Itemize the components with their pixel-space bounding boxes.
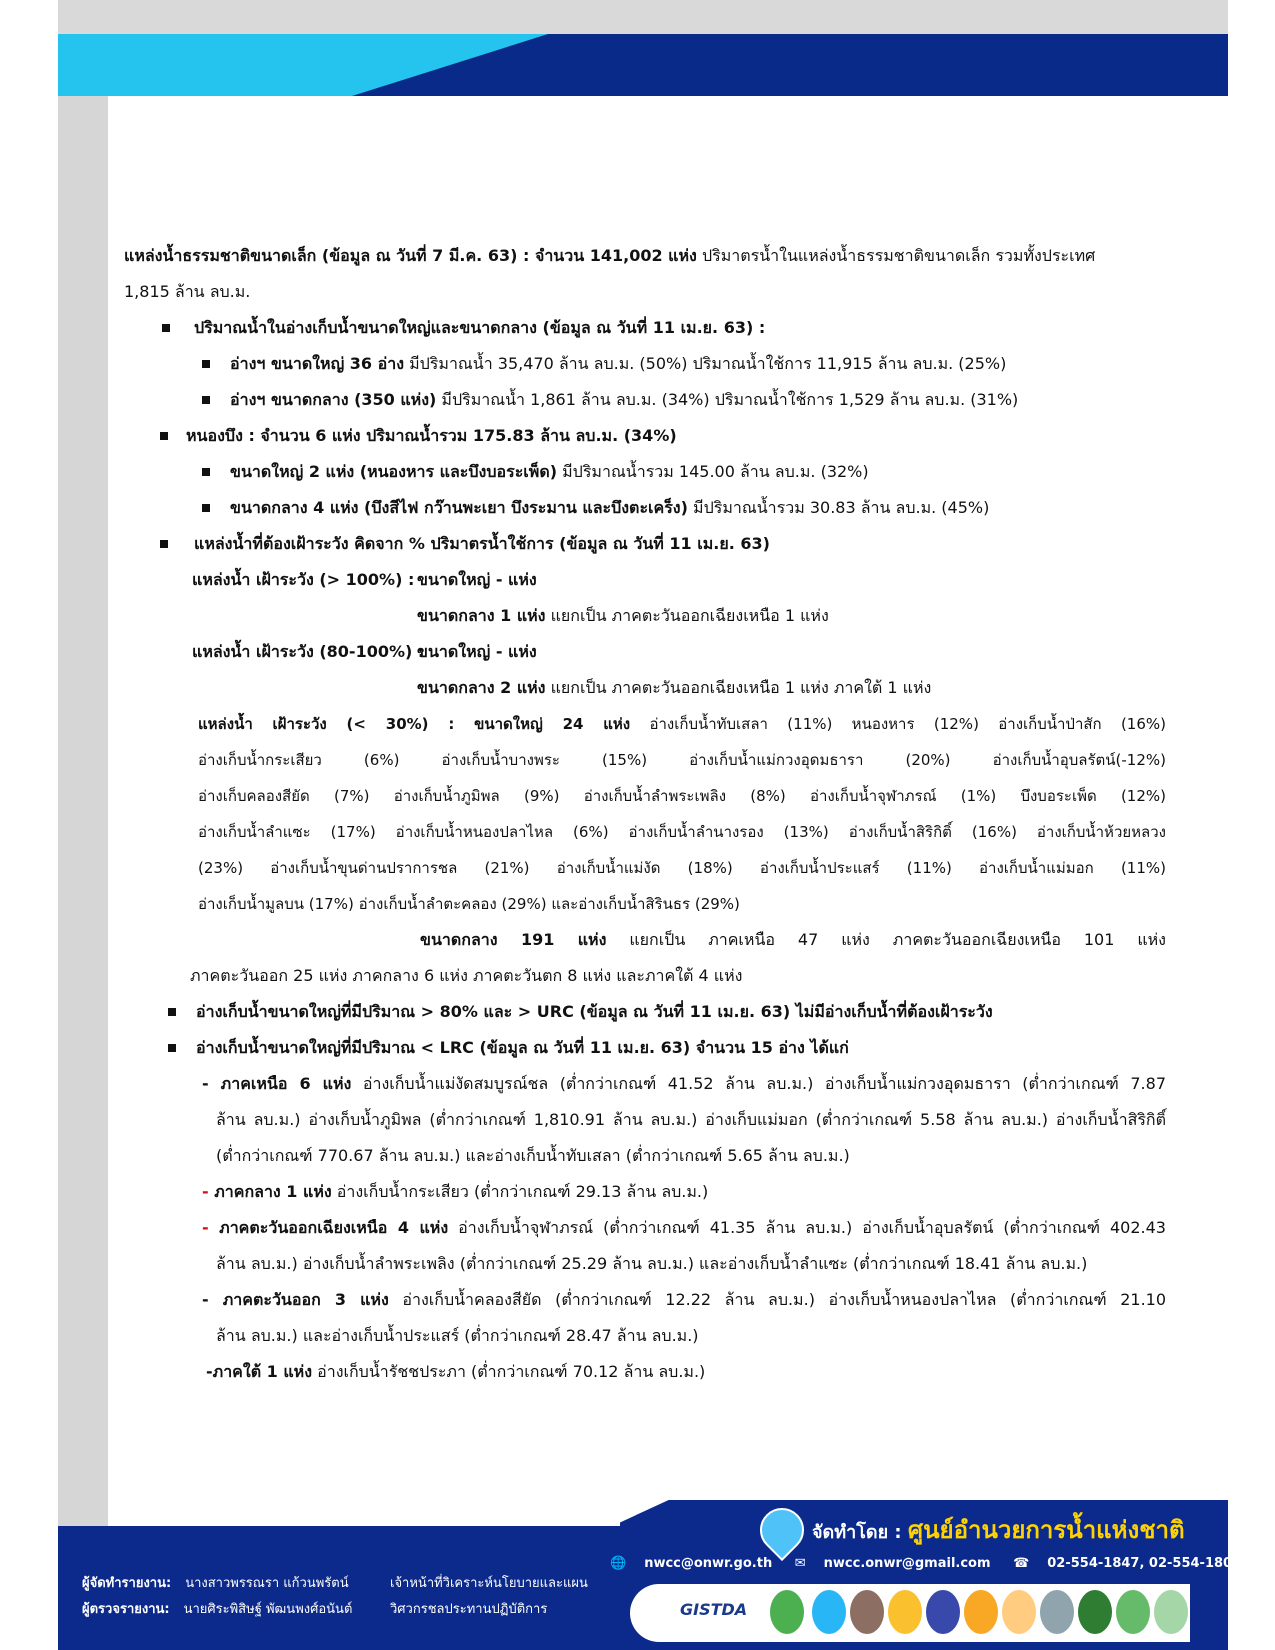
lrc-north-line-3: (ต่ำกว่าเกณฑ์ 770.67 ล้าน ลบ.ม.) และอ่างเก็บน้ำทับเสลา (ต่ำกว่าเกณฑ์ 5.65 ล้าน ลบ.ม.) [216, 1146, 850, 1165]
watch-under30-line-1 [198, 706, 1166, 742]
reporter-line [82, 1572, 349, 1593]
lrc-north-line-1 [202, 1066, 1166, 1102]
reporter-label: ผู้จัดทำรายงาน: [82, 1576, 172, 1591]
reporter-role: เจ้าหน้าที่วิเคราะห์นโยบายและแผน [390, 1576, 588, 1591]
leaf-logo-icon [770, 1590, 804, 1634]
lrc-east-label: - ภาคตะวันออก 3 แห่ง [202, 1290, 389, 1309]
checker-role: วิศวกรชลประทานปฏิบัติการ [390, 1602, 548, 1617]
watch-heading: แหล่งน้ำที่ต้องเฝ้าระวัง คิดจาก % ปริมาตรน้ำใช้การ (ข้อมูล ณ วันที่ 11 เม.ย. 63) [194, 534, 770, 553]
round-logo-icon [1154, 1590, 1188, 1634]
left-margin-bar [58, 96, 108, 1526]
phone-number: 02-554-1847, 02-554-1800 [1047, 1556, 1242, 1571]
lrc-east-line-2: ล้าน ลบ.ม.) และอ่างเก็บน้ำประแสร์ (ต่ำกว่าเกณฑ์ 28.47 ล้าน ลบ.ม.) [216, 1326, 699, 1345]
watch-under30-medium-label: ขนาดกลาง 191 แห่ง [420, 930, 607, 949]
bullet-icon [202, 396, 210, 404]
lrc-northeast-text: อ่างเก็บน้ำจุฬาภรณ์ (ต่ำกว่าเกณฑ์ 41.35 ล้าน ลบ.ม.) อ่างเก็บน้ำอุบลรัตน์ (ต่ำกว่าเกณฑ์ 402.43 [448, 1218, 1166, 1237]
lrc-north-line-2: ล้าน ลบ.ม.) อ่างเก็บน้ำภูมิพล (ต่ำกว่าเกณฑ์ 1,810.91 ล้าน ลบ.ม.) อ่างเก็บแม่มอก (ต่ำกว่าเกณฑ์ 5.58 ล้าน ลบ.ม.) อ่างเก็บน้ำสิริกิติ์ [216, 1110, 1166, 1129]
bullet-icon [202, 468, 210, 476]
seal-logo-icon [926, 1590, 960, 1634]
watch-under30-medium-text: แยกเป็น ภาคเหนือ 47 แห่ง ภาคตะวันออกเฉียงเหนือ 101 แห่ง [606, 930, 1166, 949]
globe-icon: 🌐 [610, 1556, 627, 1571]
reservoir-medium-label: อ่างฯ ขนาดกลาง (350 แห่ง) [230, 390, 437, 409]
bullet-icon [202, 360, 210, 368]
watch-80-100-medium-text: แยกเป็น ภาคตะวันออกเฉียงเหนือ 1 แห่ง ภาคใต้ 1 แห่ง [545, 678, 932, 697]
reservoir-section [124, 310, 1166, 346]
lrc-east-text: อ่างเก็บน้ำคลองสียัด (ต่ำกว่าเกณฑ์ 12.22 ล้าน ลบ.ม.) อ่างเก็บน้ำหนองปลาไหล (ต่ำกว่าเกณฑ์ 21.10 [388, 1290, 1167, 1309]
bullet-icon [160, 540, 168, 548]
nongbueng-large [124, 454, 1166, 490]
watch-under30-line-2: อ่างเก็บน้ำกระเสียว (6%) อ่างเก็บน้ำบางพระ (15%) อ่างเก็บน้ำแม่กวงอุดมธารา (20%) อ่างเก็บน้ำอุบลรัตน์(-12%) [198, 751, 1166, 769]
natural-sources-line-2 [124, 274, 1166, 310]
watch-over100-label: แหล่งน้ำ เฝ้าระวัง (> 100%) : [192, 570, 415, 589]
lrc-heading: อ่างเก็บน้ำขนาดใหญ่ที่มีปริมาณ < LRC (ข้อมูล ณ วันที่ 11 เม.ย. 63) จำนวน 15 อ่าง ได้แก่ [196, 1038, 849, 1057]
reporter-name: นางสาวพรรณรา แก้วนพรัตน์ [185, 1576, 349, 1591]
lrc-north-label: - ภาคเหนือ 6 แห่ง [202, 1074, 352, 1093]
watch-under30-line-3: อ่างเก็บคลองสียัด (7%) อ่างเก็บน้ำภูมิพล (9%) อ่างเก็บน้ำลำพระเพลิง (8%) อ่างเก็บน้ำจุฬาภรณ์ (1%) บึงบอระเพ็ด (12%) [198, 787, 1166, 805]
natural-sources-heading: แหล่งน้ำธรรมชาติขนาดเล็ก (ข้อมูล ณ วันที่ 7 มี.ค. 63) : จำนวน 141,002 แห่ง [124, 246, 697, 265]
org-name: ศูนย์อำนวยการน้ำแห่งชาติ [907, 1516, 1185, 1544]
watch-over100-medium-label: ขนาดกลาง 1 แห่ง [417, 606, 546, 625]
gmail-link[interactable]: nwcc.onwr@gmail.com [823, 1556, 991, 1571]
reservoir-large-label: อ่างฯ ขนาดใหญ่ 36 อ่าง [230, 354, 405, 373]
lrc-central [124, 1174, 1166, 1210]
watch-under30-line-4: อ่างเก็บน้ำลำแซะ (17%) อ่างเก็บน้ำหนองปลาไหล (6%) อ่างเก็บน้ำลำนางรอง (13%) อ่างเก็บน้ำสิริกิติ์ (16%) อ่างเก็บน้ำห้วยหลวง [198, 823, 1166, 841]
watch-80-100-medium [124, 670, 1166, 706]
lrc-northeast-line-2: ล้าน ลบ.ม.) อ่างเก็บน้ำลำพระเพลิง (ต่ำกว่าเกณฑ์ 25.29 ล้าน ลบ.ม.) และอ่างเก็บน้ำลำแซะ (ต่ำกว่าเกณฑ์ 18.41 ล้าน ลบ.ม.) [216, 1254, 1088, 1273]
nongbueng-large-label: ขนาดใหญ่ 2 แห่ง (หนองหาร และบึงบอระเพ็ด) [230, 462, 558, 481]
lrc-north-text: อ่างเก็บน้ำแม่งัดสมบูรณ์ชล (ต่ำกว่าเกณฑ์ 41.52 ล้าน ลบ.ม.) อ่างเก็บน้ำแม่กวงอุดมธารา (ต่ำกว่าเกณฑ์ 7.87 [351, 1074, 1166, 1093]
lrc-south [124, 1354, 1166, 1390]
natural-sources-line [124, 238, 1166, 274]
lrc-northeast-dash: - [202, 1218, 209, 1237]
watch-over100-medium-text: แยกเป็น ภาคตะวันออกเฉียงเหนือ 1 แห่ง [545, 606, 829, 625]
nongbueng-medium [124, 490, 1166, 526]
bullet-icon [160, 432, 168, 440]
nongbueng-large-text: มีปริมาณน้ำรวม 145.00 ล้าน ลบ.ม. (32%) [557, 462, 869, 481]
lrc-section [124, 1030, 1166, 1066]
watch-80-100 [124, 634, 1166, 670]
lrc-northeast-label: ภาคตะวันออกเฉียงเหนือ 4 แห่ง [208, 1218, 449, 1237]
footer-contacts [610, 1556, 1259, 1571]
top-strip [58, 0, 1228, 34]
reservoir-medium [124, 382, 1166, 418]
checker-line [82, 1598, 352, 1619]
watch-over100-medium [124, 598, 1166, 634]
checker-name: นายศิระพิสิษฐ์ พัฒนพงศ์อนันต์ [183, 1602, 353, 1617]
natural-sources-text: ปริมาตรน้ำในแหล่งน้ำธรรมชาติขนาดเล็ก รวมทั้งประเทศ [696, 246, 1096, 265]
watch-under30-label: แหล่งน้ำ เฝ้าระวัง (< 30%) : ขนาดใหญ่ 24 แห่ง [198, 715, 631, 733]
nongbueng-medium-text: มีปริมาณน้ำรวม 30.83 ล้าน ลบ.ม. (45%) [687, 498, 990, 517]
urc-heading: อ่างเก็บน้ำขนาดใหญ่ที่มีปริมาณ > 80% และ > URC (ข้อมูล ณ วันที่ 11 เม.ย. 63) ไม่มีอ่างเก็บน้ำที่ต้องเฝ้าระวัง [196, 1002, 993, 1021]
badge-logo-icon [964, 1590, 998, 1634]
bullet-icon [162, 324, 170, 332]
phone-icon: ☎ [1013, 1556, 1030, 1571]
shield-logo-icon [850, 1590, 884, 1634]
watch-section [124, 526, 1166, 562]
watch-under30-line-6: อ่างเก็บน้ำมูลบน (17%) อ่างเก็บน้ำลำตะคลอง (29%) และอ่างเก็บน้ำสิรินธร (29%) [198, 895, 740, 913]
lrc-east-line-1 [202, 1282, 1166, 1318]
nongbueng-section [124, 418, 1166, 454]
lrc-northeast-line-1 [202, 1210, 1166, 1246]
lrc-central-dash: - [202, 1182, 209, 1201]
watch-under30-text: อ่างเก็บน้ำทับเสลา (11%) หนองหาร (12%) อ่างเก็บน้ำป่าสัก (16%) [630, 715, 1166, 733]
gistda-logo: GISTDA [680, 1600, 748, 1619]
crest-logo-icon [1002, 1590, 1036, 1634]
lrc-south-label: -ภาคใต้ 1 แห่ง [206, 1362, 313, 1381]
email-link[interactable]: nwcc@onwr.go.th [644, 1556, 773, 1571]
watch-under30-line-5: (23%) อ่างเก็บน้ำขุนด่านปราการชล (21%) อ่างเก็บน้ำแม่งัด (18%) อ่างเก็บน้ำประแสร์ (11%) อ่างเก็บน้ำแม่มอก (11%) [198, 859, 1166, 877]
green-seal-logo-icon [1078, 1590, 1112, 1634]
bullet-icon [202, 504, 210, 512]
dam-logo-icon [812, 1590, 846, 1634]
envelope-icon: ✉ [794, 1556, 806, 1571]
reservoir-large-text: มีปริมาณน้ำ 35,470 ล้าน ลบ.ม. (50%) ปริมาณน้ำใช้การ 11,915 ล้าน ลบ.ม. (25%) [404, 354, 1007, 373]
circle-logo-icon [1040, 1590, 1074, 1634]
lrc-central-text: อ่างเก็บน้ำกระเสียว (ต่ำกว่าเกณฑ์ 29.13 ล้าน ลบ.ม.) [331, 1182, 709, 1201]
watch-under30-medium-line-2: ภาคตะวันออก 25 แห่ง ภาคกลาง 6 แห่ง ภาคตะวันตก 8 แห่ง และภาคใต้ 4 แห่ง [190, 966, 743, 985]
watch-80-100-label: แหล่งน้ำ เฝ้าระวัง (80-100%) : [192, 642, 425, 661]
watch-over100-large: ขนาดใหญ่ - แห่ง [417, 570, 537, 589]
nongbueng-medium-label: ขนาดกลาง 4 แห่ง (บึงสีไฟ กว๊านพะเยา บึงระมาน และบึงตะเคร็ง) [230, 498, 688, 517]
lrc-south-text: อ่างเก็บน้ำรัชชประภา (ต่ำกว่าเกณฑ์ 70.12 ล้าน ลบ.ม.) [312, 1362, 706, 1381]
ministry-logo-icon [1116, 1590, 1150, 1634]
natural-sources-total: 1,815 ล้าน ลบ.ม. [124, 282, 251, 301]
lrc-central-label: ภาคกลาง 1 แห่ง [208, 1182, 332, 1201]
watch-80-100-large: ขนาดใหญ่ - แห่ง [417, 642, 537, 661]
checker-label: ผู้ตรวจรายงาน: [82, 1602, 170, 1617]
watch-over100 [124, 562, 1166, 598]
watch-80-100-medium-label: ขนาดกลาง 2 แห่ง [417, 678, 546, 697]
report-body [124, 238, 1166, 1390]
emblem-logo-icon [888, 1590, 922, 1634]
bullet-icon [168, 1008, 176, 1016]
reservoir-large [124, 346, 1166, 382]
footer-brand [812, 1510, 1185, 1549]
nongbueng-heading: หนองบึง : จำนวน 6 แห่ง ปริมาณน้ำรวม 175.83 ล้าน ลบ.ม. (34%) [186, 426, 677, 445]
urc-section [124, 994, 1166, 1030]
prepared-by-label: จัดทำโดย : [812, 1522, 902, 1543]
reservoir-heading: ปริมาณน้ำในอ่างเก็บน้ำขนาดใหญ่และขนาดกลาง (ข้อมูล ณ วันที่ 11 เม.ย. 63) : [194, 318, 766, 337]
reservoir-medium-text: มีปริมาณน้ำ 1,861 ล้าน ลบ.ม. (34%) ปริมาณน้ำใช้การ 1,529 ล้าน ลบ.ม. (31%) [436, 390, 1019, 409]
bullet-icon [168, 1044, 176, 1052]
watch-under30-medium [420, 922, 1166, 958]
